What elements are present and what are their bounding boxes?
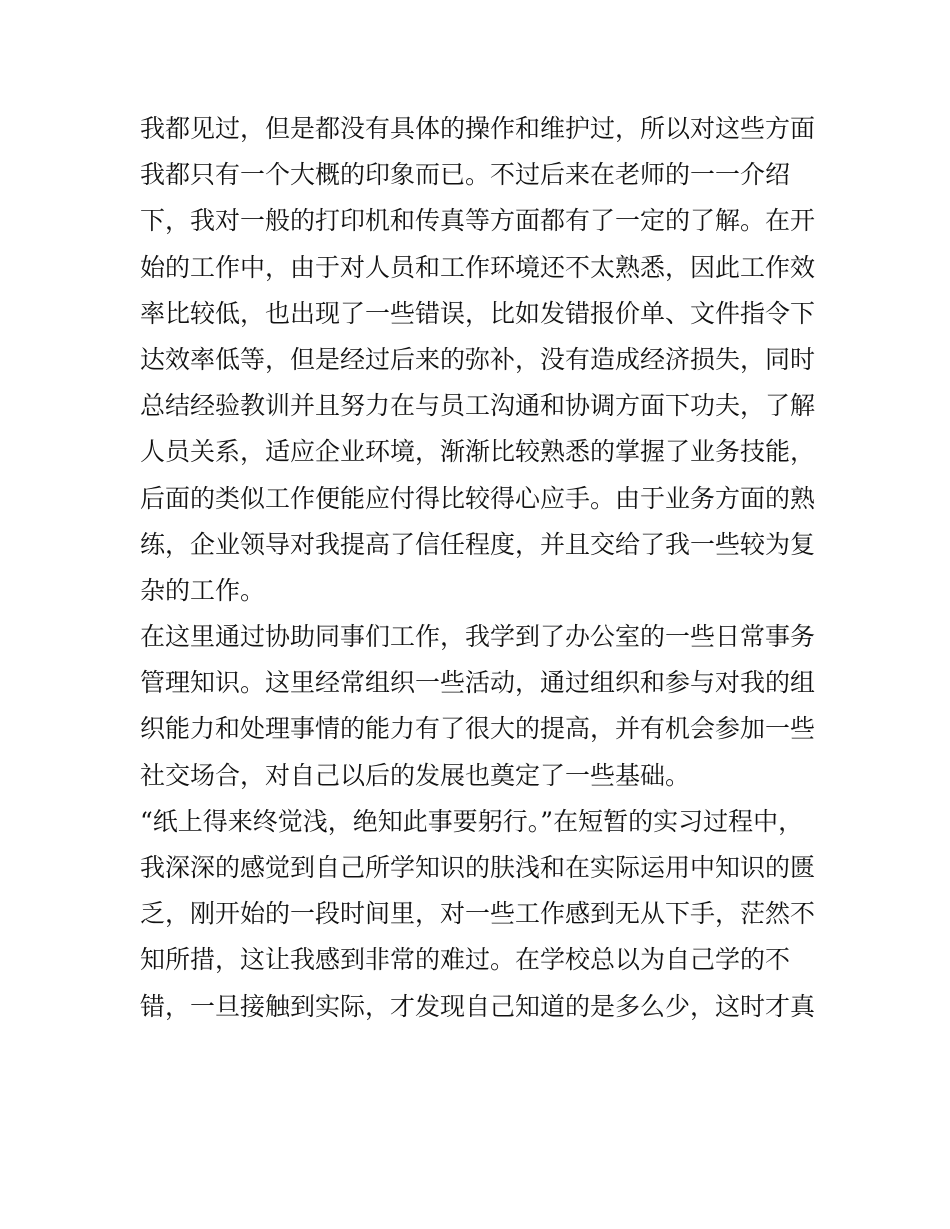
text-line: 达效率低等，但是经过后来的弥补，没有造成经济损失，同时 [140, 344, 816, 374]
text-line: 错，一旦接触到实际，才发现自己知道的是多么少，这时才真 [140, 991, 816, 1021]
text-line: 管理知识。这里经常组织一些活动，通过组织和参与对我的组 [140, 668, 816, 698]
text-line: 杂的工作。 [140, 575, 266, 605]
text-line: 始的工作中，由于对人员和工作环境还不太熟悉，因此工作效 [140, 252, 816, 282]
text-line: 下，我对一般的打印机和传真等方面都有了一定的了解。在开 [140, 206, 816, 236]
text-line: 知所措，这让我感到非常的难过。在学校总以为自己学的不 [140, 945, 791, 975]
text-line: 练，企业领导对我提高了信任程度，并且交给了我一些较为复 [140, 529, 816, 559]
text-line: 率比较低，也出现了一些错误，比如发错报价单、文件指令下 [140, 298, 816, 328]
text-line: 总结经验教训并且努力在与员工沟通和协调方面下功夫，了解 [140, 391, 816, 421]
text-line: 在这里通过协助同事们工作，我学到了办公室的一些日常事务 [140, 622, 816, 652]
text-line: “纸上得来终觉浅，绝知此事要躬行。”在短暂的实习过程中， [140, 806, 804, 836]
text-line: 织能力和处理事情的能力有了很大的提高，并有机会参加一些 [140, 714, 816, 744]
text-line: 我都见过，但是都没有具体的操作和维护过，所以对这些方面 [140, 114, 816, 143]
text-line: 社交场合，对自己以后的发展也奠定了一些基础。 [140, 760, 691, 790]
body-text [140, 106, 820, 1030]
text-line: 我深深的感觉到自己所学知识的肤浅和在实际运用中知识的匮 [140, 853, 816, 882]
text-line: 我都只有一个大概的印象而已。不过后来在老师的一一介绍 [140, 160, 791, 190]
text-line: 后面的类似工作便能应付得比较得心应手。由于业务方面的熟 [140, 483, 816, 513]
text-line: 人员关系，适应企业环境，渐渐比较熟悉的掌握了业务技能， [140, 437, 816, 467]
text-line: 乏，刚开始的一段时间里，对一些工作感到无从下手，茫然不 [140, 899, 816, 929]
